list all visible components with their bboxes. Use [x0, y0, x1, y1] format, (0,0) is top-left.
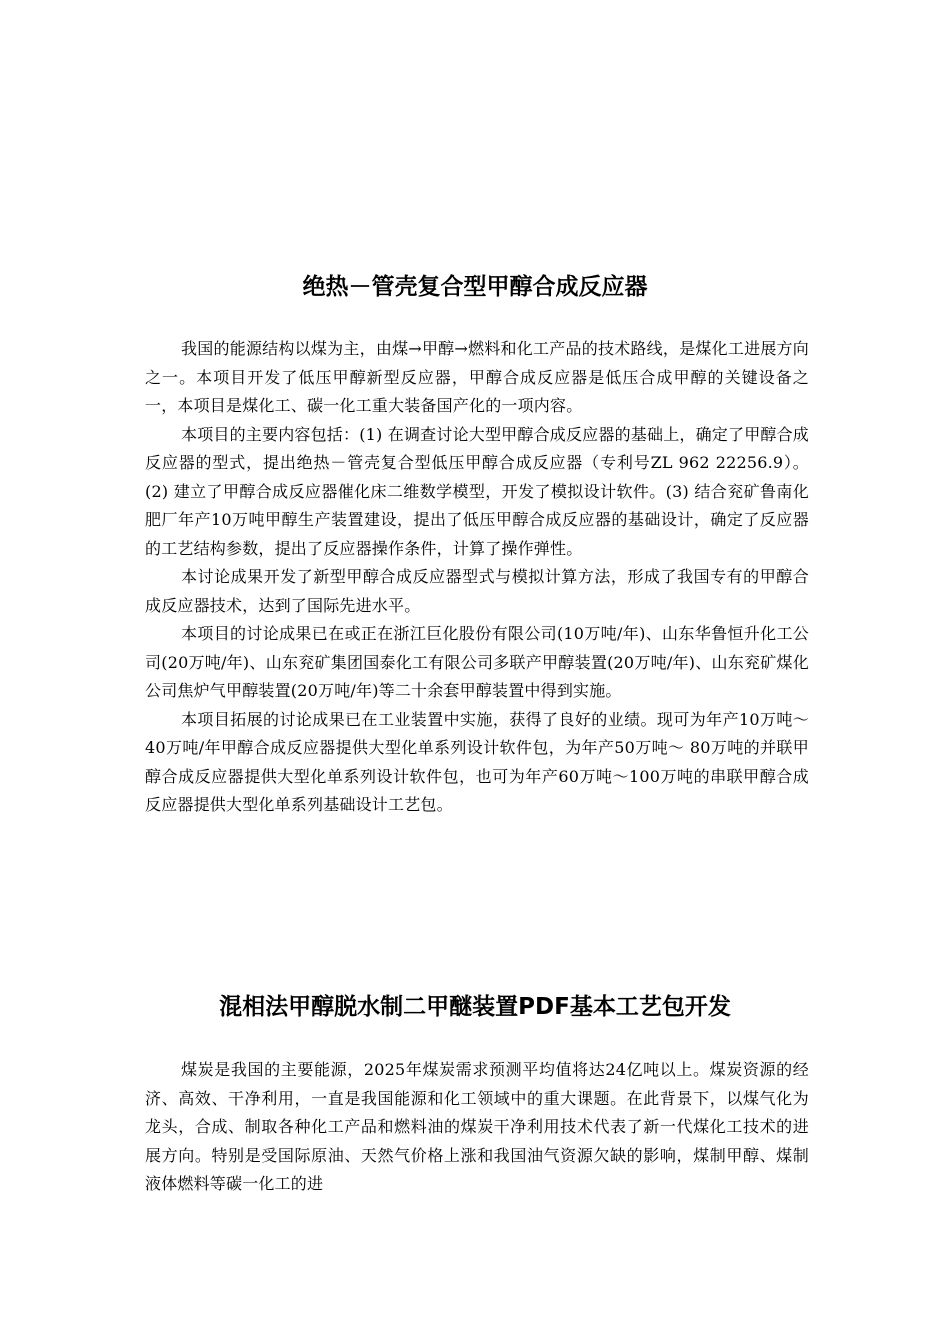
- paragraph: 本讨论成果开发了新型甲醇合成反应器型式与模拟计算方法，形成了我国专有的甲醇合成反应器技术，达到了国际先进水平。: [145, 567, 809, 615]
- section-title-dme: 混相法甲醇脱水制二甲醚装置PDF基本工艺包开发: [219, 994, 731, 1020]
- section-body-reactor: [145, 335, 809, 820]
- paragraph: 本项目拓展的讨论成果已在工业装置中实施，获得了良好的业绩。现可为年产10万吨～40万吨/年甲醇合成反应器提供大型化单系列设计软件包，为年产50万吨～ 80万吨的并联甲醇合成反应器提供大型化单系列设计软件包，也可为年产60万吨～100万吨的串联甲醇合成反应器提供大型化单系列基础设计工艺包。: [145, 709, 809, 814]
- paragraph: 本项目的讨论成果已在或正在浙江巨化股份有限公司(10万吨/年)、山东华鲁恒升化工公司(20万吨/年)、山东兖矿集团国泰化工有限公司多联产甲醇装置(20万吨/年)、山东兖矿煤化公司焦炉气甲醇装置(20万吨/年)等二十余套甲醇装置中得到实施。: [145, 624, 809, 700]
- paragraph: 本项目的主要内容包括：(1) 在调查讨论大型甲醇合成反应器的基础上，确定了甲醇合成反应器的型式，提出绝热－管壳复合型低压甲醇合成反应器（专利号ZL 962 22256.9）。(2) 建立了甲醇合成反应器催化床二维数学模型，开发了模拟设计软件。(3) 结合兖矿鲁南化肥厂年产10万吨甲醇生产装置建设，提出了低压甲醇合成反应器的基础设计，确定了反应器的工艺结构参数，提出了反应器操作条件，计算了操作弹性。: [145, 424, 809, 558]
- section-title-reactor: 绝热－管壳复合型甲醇合成反应器: [302, 274, 648, 300]
- paragraph: 我国的能源结构以煤为主，由煤→甲醇→燃料和化工产品的技术路线，是煤化工进展方向之一。本项目开发了低压甲醇新型反应器，甲醇合成反应器是低压合成甲醇的关键设备之一，本项目是煤化工、碳一化工重大装备国产化的一项内容。: [145, 339, 809, 415]
- paragraph: 煤炭是我国的主要能源，2025年煤炭需求预测平均值将达24亿吨以上。煤炭资源的经济、高效、干净利用，一直是我国能源和化工领域中的重大课题。在此背景下，以煤气化为龙头，合成、制取各种化工产品和燃料油的煤炭干净利用技术代表了新一代煤化工技术的进展方向。特别是受国际原油、天然气价格上涨和我国油气资源欠缺的影响，煤制甲醇、煤制液体燃料等碳一化工的进: [145, 1060, 809, 1193]
- section-body-dme: [145, 1056, 809, 1199]
